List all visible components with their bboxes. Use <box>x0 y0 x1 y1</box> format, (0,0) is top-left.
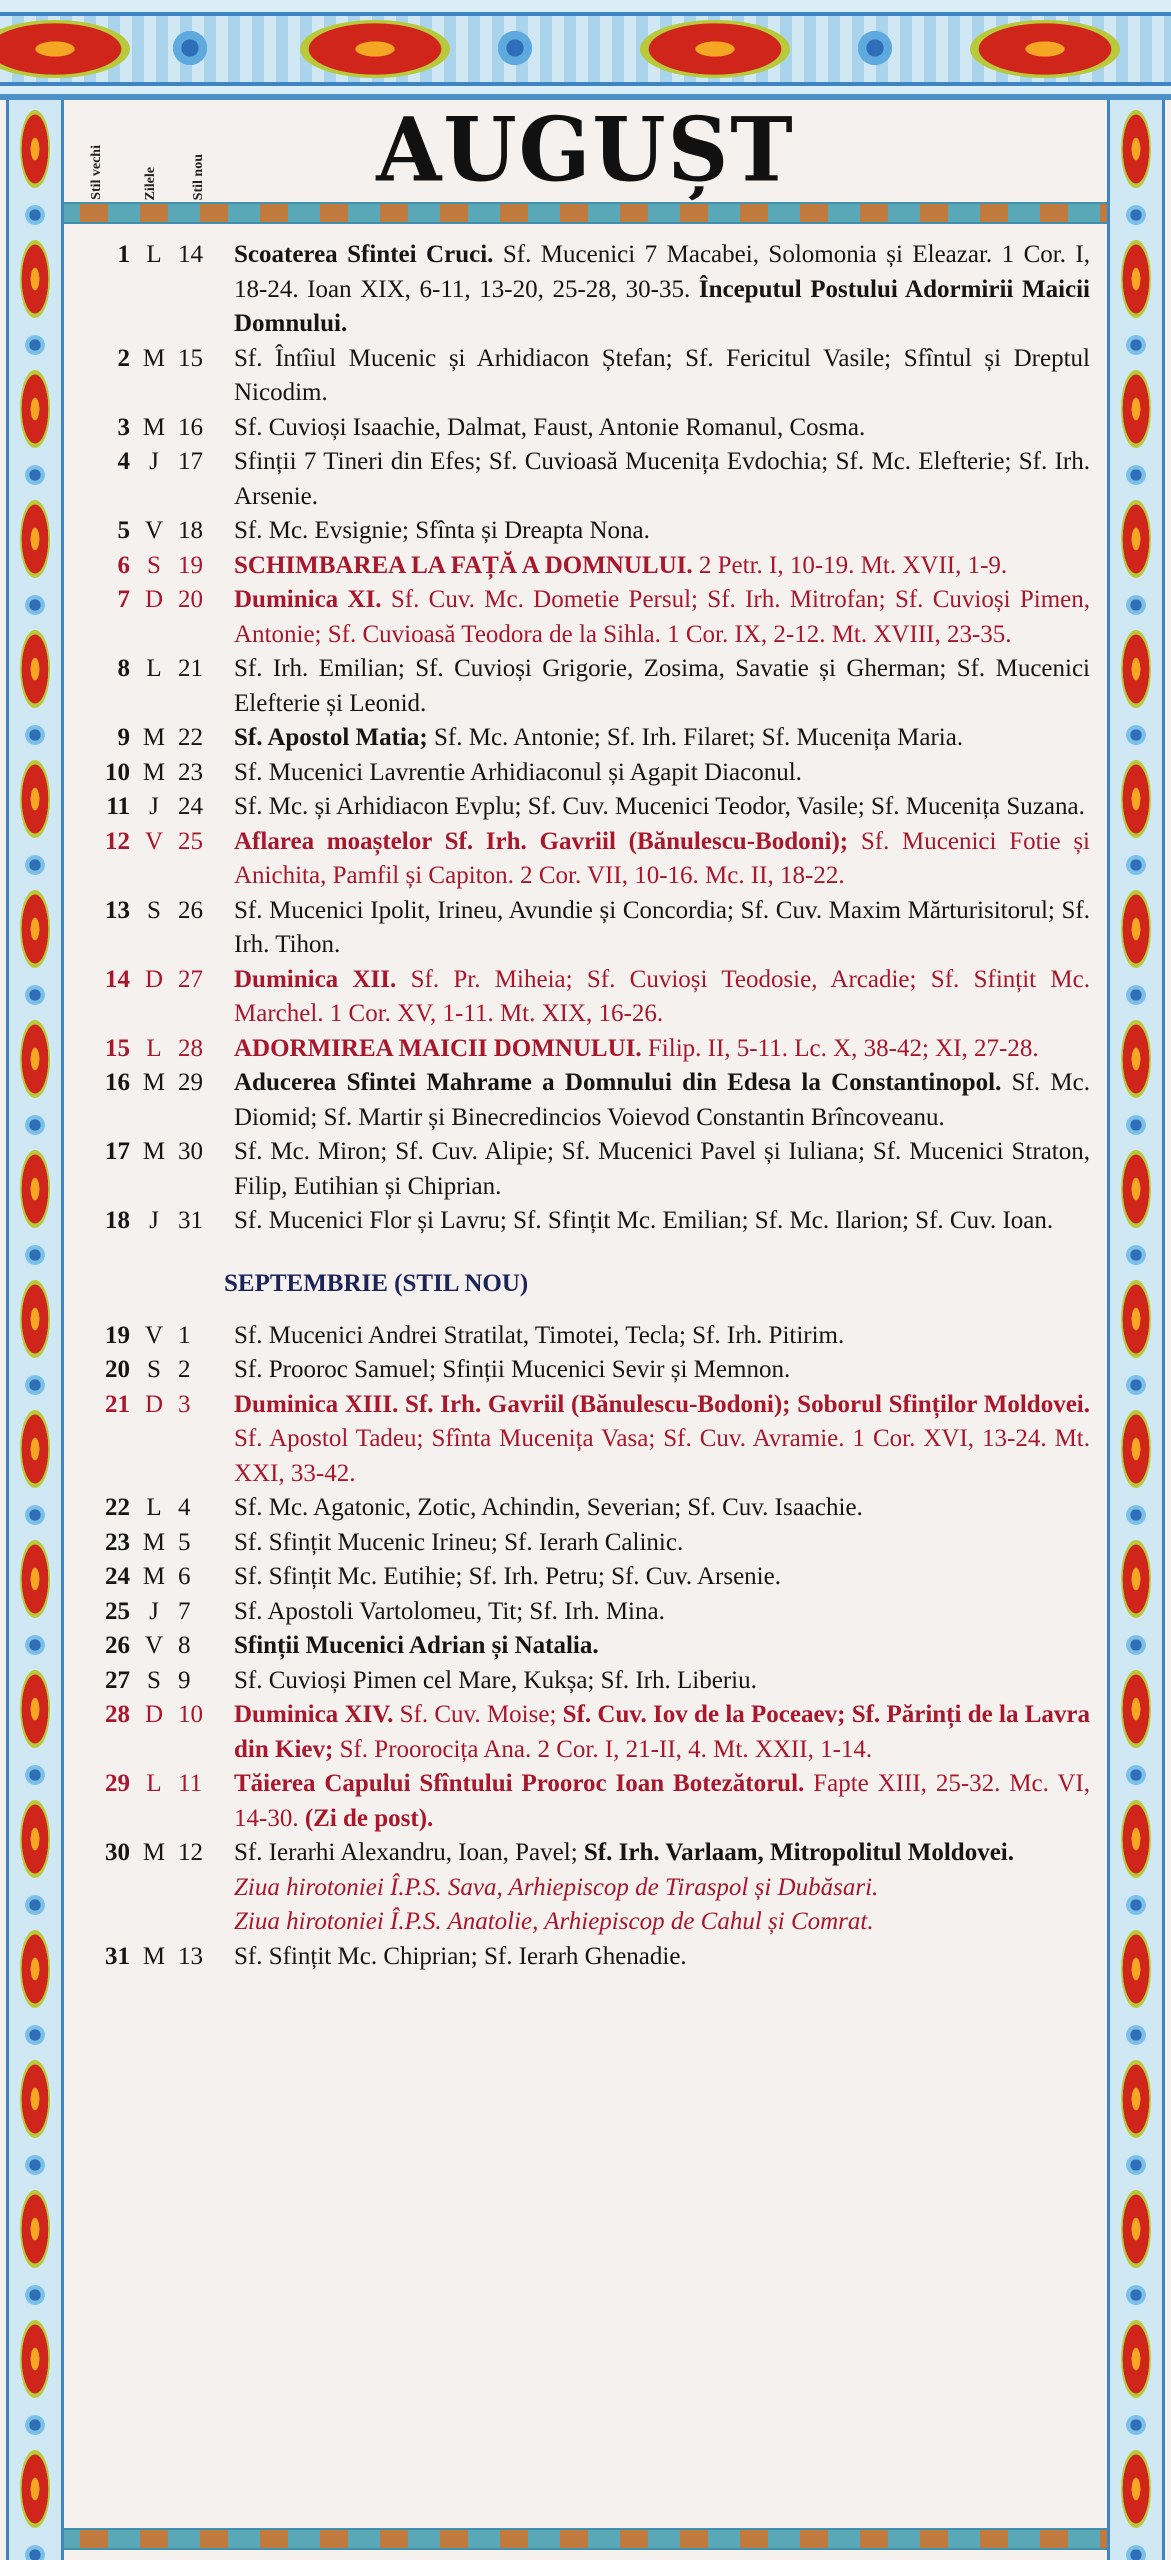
ornament-dot <box>25 465 45 485</box>
weekday-letter: D <box>144 1701 164 1728</box>
weekday-letter: M <box>142 1138 166 1165</box>
new-style-date: 17 <box>178 448 203 475</box>
new-style-date: 5 <box>178 1528 191 1556</box>
feast-description <box>224 790 1094 825</box>
bottom-divider <box>64 2528 1107 2550</box>
feast-description <box>224 1940 1094 1975</box>
ornament-dot <box>1126 465 1146 485</box>
ornament-pod <box>1121 1410 1151 1488</box>
calendar-row <box>64 756 1094 791</box>
new-style-date: 24 <box>178 793 203 820</box>
top-ornamental-border <box>0 0 1171 100</box>
calendar-row <box>64 790 1094 825</box>
ornament-dot <box>25 855 45 875</box>
ornament-pod <box>20 2190 50 2268</box>
feast-description <box>224 514 1094 549</box>
feast-text: Sf. Irh. Emilian; Sf. Cuvioși Grigorie, Zosima, Savatie și Gherman; Sf. Mucenici Elefterie și Leonid. <box>234 655 1090 717</box>
feast-description <box>224 963 1094 1032</box>
old-style-date: 24 <box>105 1563 130 1590</box>
ornament-dot <box>25 2285 45 2305</box>
section-heading-september: SEPTEMBRIE (STIL NOU) <box>224 1269 529 1297</box>
calendar-row <box>64 1319 1094 1354</box>
feast-highlight: Sf. Irh. Varlaam, Mitropolitul Moldovei. <box>583 1839 1014 1866</box>
old-style-date: 30 <box>105 1839 130 1866</box>
old-style-date: 13 <box>105 896 130 924</box>
feast-text: Sf. Mucenici Lavrentie Arhidiaconul și Agapit Diaconul. <box>234 758 802 786</box>
ornament-pod <box>20 370 50 448</box>
feast-text: Sf. Mc. Agatonic, Zotic, Achindin, Severian; Sf. Cuv. Isaachie. <box>234 1494 863 1521</box>
calendar-row <box>64 1491 1094 1526</box>
weekday-letter: L <box>146 655 162 682</box>
ornament-dot <box>1126 595 1146 615</box>
new-style-date: 22 <box>178 724 203 751</box>
new-style-date: 28 <box>178 1034 203 1062</box>
ornament-pod <box>1121 1800 1151 1878</box>
ornament-pod <box>20 500 50 578</box>
calendar-row <box>64 514 1094 549</box>
ornament-pod <box>1121 1280 1151 1358</box>
feast-highlight: Sf. Cuv. Iov de la Poceaev; Sf. Părinți de la Lavra din Kiev; <box>234 1701 1090 1763</box>
ornament-dot <box>1126 1765 1146 1785</box>
feast-description <box>224 756 1094 791</box>
old-style-date: 21 <box>105 1390 130 1418</box>
ornament-knot <box>495 28 535 68</box>
ornament-dot <box>1126 1895 1146 1915</box>
hirotonia-note: Ziua hirotoniei Î.P.S. Anatolie, Arhiepiscop de Cahul și Comrat. <box>234 1908 874 1935</box>
weekday-letter: V <box>144 517 164 544</box>
column-header-weekday: Zilele <box>143 166 158 200</box>
calendar-row <box>64 1836 1094 1871</box>
ornament-dot <box>25 1765 45 1785</box>
feast-description <box>224 1629 1094 1664</box>
feast-title: ADORMIREA MAICII DOMNULUI. <box>234 1034 642 1062</box>
old-style-date: 8 <box>117 655 130 682</box>
calendar-row <box>64 411 1094 446</box>
feast-description <box>224 1353 1094 1388</box>
old-style-date: 23 <box>105 1528 130 1556</box>
new-style-date: 30 <box>178 1138 203 1165</box>
old-style-date: 27 <box>105 1666 130 1694</box>
calendar-row <box>64 1032 1094 1067</box>
old-style-date: 2 <box>117 344 130 372</box>
old-style-date: 16 <box>105 1069 130 1096</box>
old-style-date: 5 <box>117 517 130 544</box>
ornament-pod <box>1121 2190 1151 2268</box>
old-style-date: 31 <box>105 1942 130 1970</box>
ornament-dot <box>1126 2415 1146 2435</box>
old-style-date: 25 <box>105 1597 130 1625</box>
ornament-dot <box>25 2025 45 2045</box>
calendar-row <box>64 652 1094 721</box>
feast-description <box>224 1560 1094 1595</box>
feast-description <box>224 1135 1094 1204</box>
weekday-letter: S <box>147 1666 161 1694</box>
feast-text: Sf. Cuv. Mc. Dometie Persul; Sf. Irh. Mitrofan; Sf. Cuvioși Pimen, Antonie; Sf. Cuvioasă Teodora de la Sihla. 1 Cor. IX, 2-12. Mt. XVIII, 23-35. <box>234 586 1090 648</box>
feast-text: Sf. Sfințit Mc. Eutihie; Sf. Irh. Petru; Sf. Cuv. Arsenie. <box>234 1563 781 1590</box>
feast-text: Sf. Mc. și Arhidiacon Evplu; Sf. Cuv. Mucenici Teodor, Vasile; Sf. Mucenița Suzana. <box>234 793 1085 820</box>
calendar-row <box>64 1560 1094 1595</box>
ornament-dot <box>1126 335 1146 355</box>
feast-text: Filip. II, 5-11. Lc. X, 38-42; XI, 27-28. <box>641 1034 1039 1062</box>
feast-text: Sf. Ierarhi Alexandru, Ioan, Pavel; <box>234 1839 584 1866</box>
feast-text: Sf. Apostoli Vartolomeu, Tit; Sf. Irh. Mina. <box>234 1597 665 1625</box>
august-rows <box>64 238 1094 1239</box>
feast-description <box>224 894 1094 963</box>
feast-text: Sf. Apostol Tadeu; Sfînta Mucenița Vasa; Sf. Cuv. Avramie. 1 Cor. XVI, 13-24. Mt. XXI, 33-42. <box>234 1425 1090 1487</box>
ornament-dot <box>1126 1635 1146 1655</box>
new-style-date: 20 <box>178 586 203 613</box>
feast-text: Sf. Mucenici Fotie și Anichita, Pamfil și Capiton. 2 Cor. VII, 10-16. Mc. II, 18-22. <box>234 827 1090 889</box>
new-style-date: 10 <box>178 1701 203 1728</box>
ornament-pod <box>1121 1670 1151 1748</box>
weekday-letter: D <box>144 965 164 993</box>
ornament-pod <box>20 760 50 838</box>
old-style-date: 26 <box>105 1632 130 1659</box>
feast-title: Tăierea Capului Sfîntului Prooroc Ioan Botezătorul. <box>234 1770 805 1797</box>
new-style-date: 25 <box>178 827 203 855</box>
new-style-date: 13 <box>178 1942 203 1970</box>
calendar-list <box>64 238 1094 1974</box>
ornament-dot <box>1126 1505 1146 1525</box>
new-style-date: 23 <box>178 758 203 786</box>
feast-text: Sf. Mc. Miron; Sf. Cuv. Alipie; Sf. Mucenici Pavel și Iuliana; Sf. Mucenici Straton, Filip, Eutihian și Chiprian. <box>234 1138 1090 1200</box>
ornament-dot <box>25 2155 45 2175</box>
feast-title: Scoaterea Sfintei Cruci. <box>234 241 494 268</box>
weekday-letter: D <box>144 586 164 613</box>
weekday-letter: J <box>149 448 159 475</box>
ornament-oval <box>970 20 1120 78</box>
calendar-row <box>64 1204 1094 1239</box>
old-style-date: 22 <box>105 1494 130 1521</box>
ornament-dot <box>25 2415 45 2435</box>
ornament-pod <box>1121 760 1151 838</box>
ornament-dot <box>25 985 45 1005</box>
feast-text: Sf. Prooroc Samuel; Sfinții Mucenici Sevir și Memnon. <box>234 1356 791 1383</box>
feast-description <box>224 549 1094 584</box>
old-style-date: 29 <box>105 1770 130 1797</box>
feast-text: Sf. Sfințit Mucenic Irineu; Sf. Ierarh Calinic. <box>234 1528 684 1556</box>
ornament-pod <box>20 2060 50 2138</box>
ornament-dot <box>1126 2025 1146 2045</box>
calendar-row <box>64 1664 1094 1699</box>
weekday-letter: M <box>142 724 166 751</box>
ornament-pod <box>20 1150 50 1228</box>
old-style-date: 6 <box>117 551 130 579</box>
calendar-row <box>64 1135 1094 1204</box>
new-style-date: 16 <box>178 413 203 441</box>
feast-text: Sf. Proorocița Ana. 2 Cor. I, 21-II, 4. Mt. XXII, 1-14. <box>333 1735 873 1763</box>
weekday-letter: M <box>142 1563 166 1590</box>
calendar-row <box>64 1940 1094 1975</box>
calendar-row <box>64 342 1094 411</box>
weekday-letter: J <box>149 1597 159 1625</box>
old-style-date: 15 <box>105 1034 130 1062</box>
weekday-letter: D <box>144 1390 164 1418</box>
new-style-date: 19 <box>178 551 203 579</box>
calendar-row <box>64 1595 1094 1630</box>
ornament-pod <box>20 1800 50 1878</box>
weekday-letter: L <box>146 241 162 268</box>
calendar-row <box>64 1526 1094 1561</box>
feast-text: Sf. Mucenici Flor și Lavru; Sf. Sfințit Mc. Emilian; Sf. Mc. Ilarion; Sf. Cuv. Ioan. <box>234 1207 1054 1234</box>
weekday-letter: V <box>144 1632 164 1659</box>
ornament-dot <box>1126 205 1146 225</box>
feast-description <box>224 411 1094 446</box>
weekday-letter: M <box>142 1069 166 1096</box>
ornament-pod <box>1121 1020 1151 1098</box>
feast-text: Sf. Mc. Antonie; Sf. Irh. Filaret; Sf. Mucenița Maria. <box>427 724 964 751</box>
feast-highlight: (Zi de post). <box>304 1804 434 1832</box>
ornament-dot <box>1126 855 1146 875</box>
ornament-dot <box>25 1635 45 1655</box>
calendar-row <box>64 1388 1094 1492</box>
weekday-letter: M <box>142 413 166 441</box>
calendar-row <box>64 445 1094 514</box>
calendar-row <box>64 721 1094 756</box>
feast-title: Duminica XII. <box>234 965 397 993</box>
feast-title: Duminica XIV. <box>234 1701 394 1728</box>
feast-description <box>224 1204 1094 1239</box>
feast-description <box>224 445 1094 514</box>
ornament-pod <box>20 1020 50 1098</box>
feast-title: Duminica XIII. Sf. Irh. Gavriil (Bănulescu-Bodoni); Soborul Sfinților Moldovei. <box>234 1390 1090 1418</box>
ornament-pod <box>1121 500 1151 578</box>
ornament-pod <box>1121 630 1151 708</box>
new-style-date: 2 <box>178 1356 191 1383</box>
feast-text: Sf. Cuvioși Pimen cel Mare, Kukșa; Sf. Irh. Liberiu. <box>234 1666 757 1694</box>
calendar-row <box>64 583 1094 652</box>
feast-description <box>224 1595 1094 1630</box>
old-style-date: 28 <box>105 1701 130 1728</box>
ornament-dot <box>25 725 45 745</box>
ornament-dot <box>25 205 45 225</box>
month-title: AUGUȘT <box>376 97 795 202</box>
feast-description <box>224 1836 1094 1871</box>
ornament-pod <box>1121 1150 1151 1228</box>
feast-title: Aflarea moaștelor Sf. Irh. Gavriil (Bănulescu-Bodoni); <box>234 827 849 855</box>
weekday-letter: M <box>142 1942 166 1970</box>
new-style-date: 11 <box>178 1770 203 1797</box>
feast-text: Sfinții 7 Tineri din Efes; Sf. Cuvioasă Mucenița Evdochia; Sf. Mc. Elefterie; Sf. Irh. Arsenie. <box>234 448 1090 510</box>
ornament-dot <box>1126 725 1146 745</box>
old-style-date: 19 <box>105 1321 130 1349</box>
ornament-dot <box>25 1505 45 1525</box>
new-style-date: 14 <box>178 241 203 268</box>
ornament-dot <box>25 595 45 615</box>
new-style-date: 4 <box>178 1494 191 1521</box>
weekday-letter: J <box>149 793 159 820</box>
weekday-letter: L <box>146 1034 162 1062</box>
weekday-letter: L <box>146 1770 162 1797</box>
calendar-row <box>64 825 1094 894</box>
left-ornamental-border <box>6 100 64 2560</box>
feast-text: Sf. Mucenici Andrei Stratilat, Timotei, Tecla; Sf. Irh. Pitirim. <box>234 1321 845 1349</box>
hirotonia-note: Ziua hirotoniei Î.P.S. Sava, Arhiepiscop de Tiraspol și Dubăsari. <box>234 1873 879 1901</box>
weekday-letter: M <box>142 344 166 372</box>
ornament-pod <box>20 1540 50 1618</box>
ornament-pod <box>1121 2450 1151 2528</box>
september-rows <box>64 1319 1094 1975</box>
old-style-date: 17 <box>105 1138 130 1165</box>
feast-text: Sf. Pr. Miheia; Sf. Cuvioși Teodosie, Arcadie; Sf. Sfințit Mc. Marchel. 1 Cor. XV, 1-11. Mt. XIX, 16-26. <box>234 965 1090 1027</box>
feast-title: Sfinții Mucenici Adrian și Natalia. <box>234 1632 599 1659</box>
feast-description <box>224 238 1094 342</box>
feast-description <box>224 1032 1094 1067</box>
ornament-dot <box>25 1895 45 1915</box>
feast-title: Duminica XI. <box>234 586 382 613</box>
new-style-date: 15 <box>178 344 203 372</box>
feast-description <box>224 1491 1094 1526</box>
feast-text: Sf. Mucenici Ipolit, Irineu, Avundie și Concordia; Sf. Cuv. Maxim Mărturisitorul; Sf. Irh. Tihon. <box>234 896 1090 958</box>
old-style-date: 18 <box>105 1207 130 1234</box>
feast-description <box>224 652 1094 721</box>
new-style-date: 7 <box>178 1597 191 1625</box>
ornament-pod <box>20 2450 50 2528</box>
weekday-letter: S <box>147 896 161 924</box>
new-style-date: 26 <box>178 896 203 924</box>
weekday-letter: L <box>146 1494 162 1521</box>
weekday-letter: M <box>142 1528 166 1556</box>
weekday-letter: S <box>147 551 161 579</box>
new-style-date: 6 <box>178 1563 191 1590</box>
feast-description <box>224 1066 1094 1135</box>
feast-description <box>224 721 1094 756</box>
feast-text: Sf. Sfințit Mc. Chiprian; Sf. Ierarh Ghenadie. <box>234 1942 687 1970</box>
calendar-row <box>64 963 1094 1032</box>
ornament-dot <box>25 1115 45 1135</box>
feast-text: Sf. Mc. Evsignie; Sfînta și Dreapta Nona. <box>234 517 650 544</box>
feast-description <box>224 825 1094 894</box>
calendar-row <box>64 1066 1094 1135</box>
ornament-knot <box>855 28 895 68</box>
ornament-pod <box>1121 890 1151 968</box>
calendar-row <box>64 1698 1094 1767</box>
ornament-pod <box>1121 2320 1151 2398</box>
feast-title: Aducerea Sfintei Mahrame a Domnului din Edesa la Constantinopol. <box>234 1069 1002 1096</box>
weekday-letter: V <box>144 1321 164 1349</box>
weekday-letter: M <box>142 758 166 786</box>
new-style-date: 29 <box>178 1069 203 1096</box>
feast-title: Sf. Apostol Matia; <box>234 724 428 751</box>
old-style-date: 11 <box>106 793 130 820</box>
feast-text: Fapte XIII, 25-32. Mc. VI, 14-30. <box>234 1770 1090 1832</box>
ornament-oval <box>640 20 790 78</box>
ornament-dot <box>25 335 45 355</box>
feast-description <box>224 1319 1094 1354</box>
ornament-dot <box>25 1245 45 1265</box>
ornament-pod <box>1121 240 1151 318</box>
calendar-row <box>64 549 1094 584</box>
old-style-date: 20 <box>105 1356 130 1383</box>
ornament-pod <box>20 1410 50 1488</box>
ornament-dot <box>1126 2285 1146 2305</box>
ornament-pod <box>20 240 50 318</box>
feast-title: SCHIMBAREA LA FAȚĂ A DOMNULUI. <box>234 551 693 579</box>
feast-description <box>224 1664 1094 1699</box>
new-style-date: 21 <box>178 655 203 682</box>
new-style-date: 3 <box>178 1390 191 1418</box>
feast-text: Sf. Mucenici 7 Macabei, Solomonia și Eleazar. 1 Cor. I, 18-24. Ioan XIX, 6-11, 13-20, 25-28, 30-35. <box>234 241 1090 303</box>
ornament-pod <box>20 1670 50 1748</box>
calendar-row <box>64 238 1094 342</box>
old-style-date: 1 <box>117 241 130 268</box>
ornament-dot <box>1126 2155 1146 2175</box>
ornament-dot <box>25 1375 45 1395</box>
feast-text: Sf. Cuvioși Isaachie, Dalmat, Faust, Antonie Romanul, Cosma. <box>234 413 866 441</box>
feast-text: Sf. Mc. Diomid; Sf. Martir și Binecredincios Voievod Constantin Brîncoveanu. <box>234 1069 1090 1131</box>
old-style-date: 3 <box>117 413 130 441</box>
ornament-pod <box>1121 370 1151 448</box>
ornament-oval <box>300 20 450 78</box>
feast-text: Sf. Cuv. Moise; <box>393 1701 563 1728</box>
ornament-knot <box>170 28 210 68</box>
ornament-pod <box>20 630 50 708</box>
ornament-dot <box>1126 1115 1146 1135</box>
ornament-pod <box>20 2320 50 2398</box>
ornament-pod <box>20 1280 50 1358</box>
column-header-new-style: Stil nou <box>191 153 206 200</box>
header-divider <box>64 202 1107 224</box>
ornament-pod <box>20 1930 50 2008</box>
ornament-pod <box>20 890 50 968</box>
weekday-letter: J <box>149 1207 159 1234</box>
new-style-date: 1 <box>178 1321 191 1349</box>
ornament-dot <box>25 2545 45 2560</box>
feast-highlight: Începutul Postului Adormirii Maicii Domnului. <box>234 275 1090 337</box>
ornament-dot <box>1126 2545 1146 2560</box>
feast-description <box>224 342 1094 411</box>
ornament-dot <box>1126 1375 1146 1395</box>
calendar-row <box>64 1767 1094 1836</box>
old-style-date: 14 <box>105 965 130 993</box>
ornament-pod <box>1121 1930 1151 2008</box>
column-header-old-style: Stil vechi <box>89 145 104 200</box>
calendar-row <box>64 1353 1094 1388</box>
feast-description <box>224 1526 1094 1561</box>
feast-description <box>224 1767 1094 1836</box>
ornament-dot <box>1126 1245 1146 1265</box>
new-style-date: 18 <box>178 517 203 544</box>
old-style-date: 12 <box>105 827 130 855</box>
right-ornamental-border <box>1107 100 1165 2560</box>
feast-description <box>224 1388 1094 1492</box>
ornament-pod <box>1121 1540 1151 1618</box>
weekday-letter: M <box>142 1839 166 1866</box>
feast-description <box>224 1698 1094 1767</box>
feast-text: Sf. Întîiul Mucenic și Arhidiacon Ștefan; Sf. Fericitul Vasile; Sfîntul și Dreptul Nicodim. <box>234 344 1090 406</box>
new-style-date: 31 <box>178 1207 203 1234</box>
ornament-dot <box>1126 985 1146 1005</box>
new-style-date: 27 <box>178 965 203 993</box>
weekday-letter: V <box>144 827 164 855</box>
new-style-date: 8 <box>178 1632 191 1659</box>
feast-description <box>224 583 1094 652</box>
new-style-date: 12 <box>178 1839 203 1866</box>
feast-text: 2 Petr. I, 10-19. Mt. XVII, 1-9. <box>692 551 1008 579</box>
old-style-date: 4 <box>117 448 130 475</box>
old-style-date: 9 <box>117 724 130 751</box>
calendar-row <box>64 1629 1094 1664</box>
calendar-row <box>64 894 1094 963</box>
new-style-date: 9 <box>178 1666 191 1694</box>
old-style-date: 7 <box>117 586 130 613</box>
old-style-date: 10 <box>105 758 130 786</box>
ornament-pod <box>1121 2060 1151 2138</box>
weekday-letter: S <box>147 1356 161 1383</box>
